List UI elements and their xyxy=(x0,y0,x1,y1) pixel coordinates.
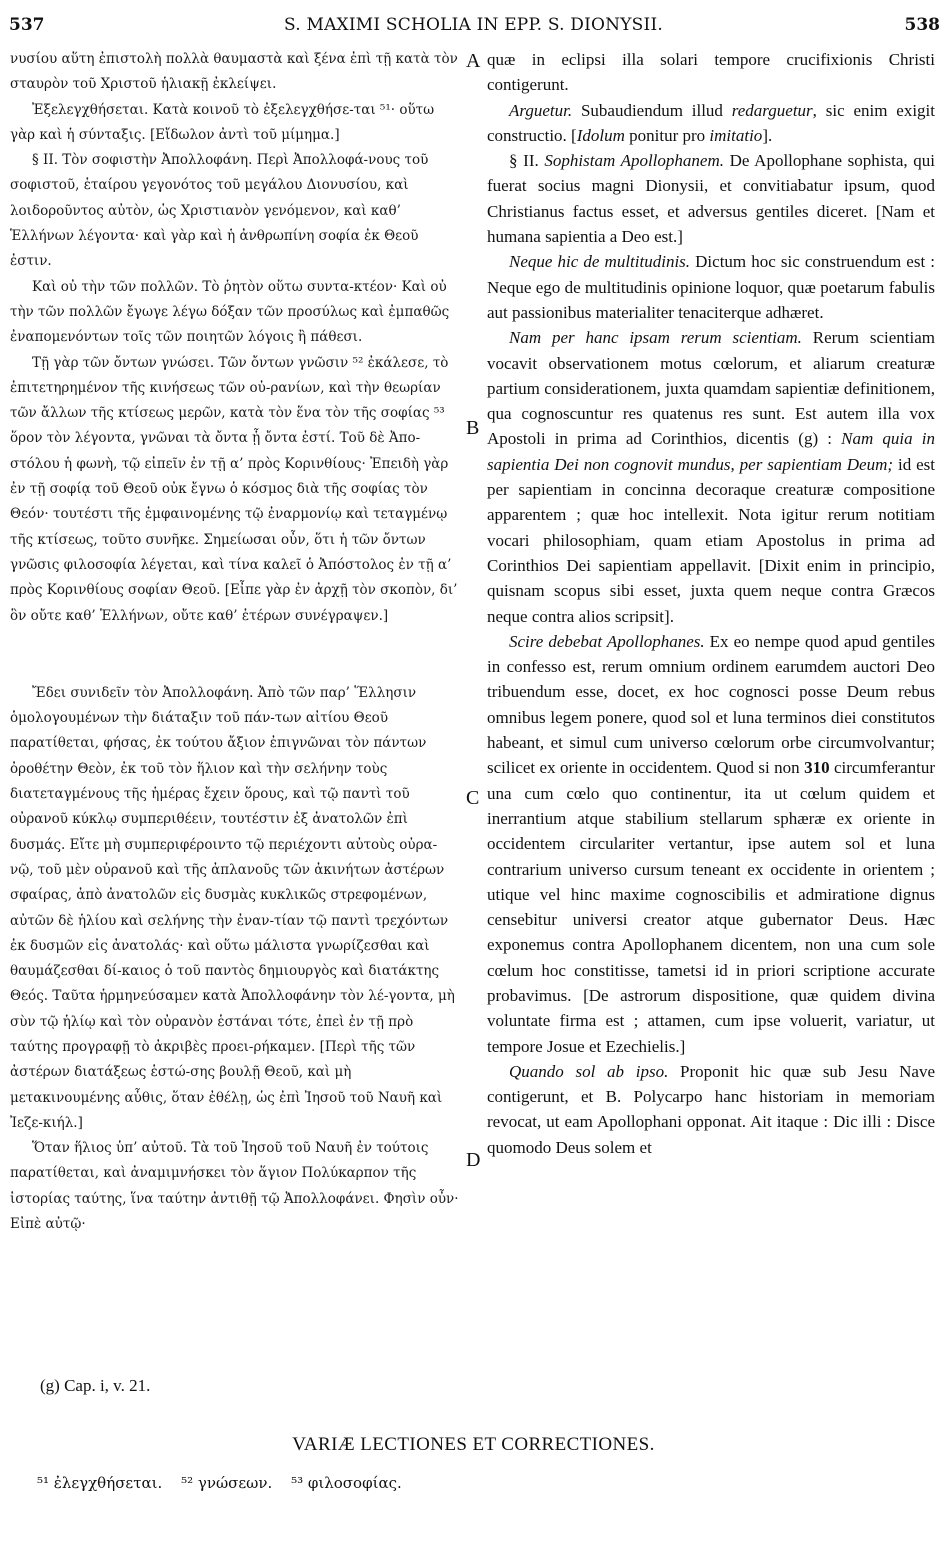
lemma: Sophistam Apollophanem. xyxy=(544,151,724,171)
text-run: ]. xyxy=(762,125,773,145)
italic-run: imitatio xyxy=(709,125,763,145)
text-run: circumferantur una cum cœlo quo continentur, ita ut cœlum quidem et inerrantium atque stabilium stellarum sphæræ ex oriente in occidentem circulariter vertantur, ipse autem sol et luna contrarium universo cursum teneant ex occidente in orientem ; utique vel hinc maxime cognoscibilis et admiratione dignus censebitur universi creator atque gubernator Deus. Hæc exponemus contra Apollophanem dicentem, non una cum sole cœlum hoc constitisse, tametsi id in priori scriptione accurate probavimus. [De astrorum dispositione, quæ quidem divina voluntate firma est ; attamen, cum ipse voluerit, variatur, ut tempore Josue et Ezechielis.] xyxy=(487,758,935,1056)
italic-run: Idolum xyxy=(576,125,625,145)
text-run: Rerum scientiam vocavit observationem motus cœlorum, et aliarum creaturæ partium considerationem, juxta quamdam sapientiæ definitionem, qua cognoscuntur res quatenus res sunt. Est autem illa vox Apostoli in prima ad Corinthios, dicentis (g) : xyxy=(487,328,935,449)
margin-marker-d: D xyxy=(466,1149,481,1171)
greek-paragraph-2: Ἐξελεγχθήσεται. Κατὰ κοινοῦ τὸ ἐξελεγχθήσε-ται ⁵¹· οὕτω γὰρ καὶ ἡ σύνταξις. [Εἴδωλον ἀντὶ τοῦ μίμημα.] xyxy=(10,101,435,143)
page-number-left: 537 xyxy=(9,15,45,35)
greek-paragraph-1: νυσίου αὕτη ἐπιστολὴ πολλὰ θαυμαστὰ καὶ ξένα ἐπὶ τῇ κατὰ τὸν σταυρὸν τοῦ Χριστοῦ ἡλιακῇ ἐκλείψει. xyxy=(10,51,458,93)
lemma: Scire debebat Apollophanes. xyxy=(509,631,705,651)
greek-paragraph-6: Ἔδει συνιδεῖν τὸν Ἀπολλοφάνη. Ἀπὸ τῶν παρ’ Ἕλλησιν ὁμολογουμένων τὴν διάταξιν τοῦ πάν-των αἰτίου Θεοῦ παρατίθεται, φήσας, ἐκ τούτου ἄξιον ἐπιγνῶναι τὸν πάντων ὀροθέτην Θεὸν, ἐκ τοῦ τὸν ἥλιον καὶ τὴν σελήνην τοὺς διατεταγμένους τῆς ἡμέρας ἔχειν ὅρους, καὶ τῷ παντὶ τοῦ οὐρανοῦ κύκλῳ συμπεριθέειν, τουτέστιν ἐξ ἀνατολῶν ἐπὶ δυσμάς. Εἴτε μὴ συμπεριφέροιντο τῷ περιέχοντι αὐτοὺς οὐρα-νῷ, τοῦ μὲν οὐρανοῦ καὶ τῆς ἀπλανοῦς τῶν ἀκινήτων ἀστέρων σφαίρας, ἀπὸ ἀνατολῶν εἰς δυσμὰς κυκλικῶς στρεφομένων, αὐτῶν δὲ ἡλίου καὶ σελήνης τὴν ἐναν-τίαν τῷ παντὶ τρεχόντων ἐκ δυσμῶν εἰς ἀνατολάς· καὶ οὕτω μάλιστα γνωρίζεσθαι καὶ θαυμάζεσθαι δί-καιος ὁ τοῦ παντὸς δημιουργὸς καὶ διατάκτης Θεός. Ταῦτα ἡρμηνεύσαμεν κατὰ Ἀπολλοφάνην τὸν λέ-γοντα, μὴ σὺν τῷ ἡλίῳ καὶ τὸν οὐρανὸν ἑστάναι τότε, ἐπεὶ ἐν τῇ πρὸ ταύτης προγραφῇ τὸ ἀκριβὲς προει-ρήκαμεν. [Περὶ τῆς τῶν ἀστέρων διατάξεως ἑστώ-σης βουλῇ Θεοῦ, καὶ μὴ μετακινουμένης αὖθις, ὅταν ἐθέλῃ, ὡς ἐπὶ Ἰησοῦ τοῦ Ναυῆ καὶ Ἰεζε-κιήλ.] xyxy=(10,684,455,1131)
text-run: id est per sapientiam in concinna decoraque creaturæ compositione apparentem ; quæ hoc intellexit. Nota igitur rerum notitiam vocari philosophiam, quam etiam Apostolus in prima ad Corinthios Dei sapientiam appellavit. [Dixit enim in principio, quisnam scopus sibi esset, juxta quem neque contra Græcos neque contra alios scripsit]. xyxy=(487,454,935,626)
lemma: Neque hic de multitudinis. xyxy=(509,252,691,272)
latin-paragraph-5 xyxy=(487,325,935,629)
latin-paragraph-4 xyxy=(487,249,935,325)
text-run: ponitur pro xyxy=(624,125,710,145)
column-number: 310 xyxy=(804,758,830,778)
section-number: § II. xyxy=(509,151,545,171)
italic-run: redarguetur xyxy=(731,100,813,120)
latin-paragraph-1: quæ in eclipsi illa solari tempore crucifixionis Christi contigerunt. xyxy=(487,50,935,95)
variant-item: ⁵² γνώσεων. xyxy=(181,1474,273,1492)
running-header xyxy=(0,6,947,40)
latin-paragraph-7 xyxy=(487,1059,935,1160)
latin-paragraph-3 xyxy=(487,148,935,249)
lemma: Quando sol ab ipso. xyxy=(509,1061,669,1081)
page-number-right: 538 xyxy=(904,15,940,35)
latin-column xyxy=(487,47,935,1160)
margin-marker-c: C xyxy=(466,787,480,809)
italic-run: Nam quia in sapientia Dei non cognovit mundus, per sapientiam Deum; xyxy=(487,429,935,474)
lemma: Arguetur. xyxy=(509,100,573,120)
text-run: Proponit hic quæ sub Jesu Nave contigerunt, et B. Polycarpo hanc historiam in memoriam revocat, ut eam Apollophani opponat. Ait itaque : Dic illi : Disce quomodo Deus solem et xyxy=(487,1061,935,1157)
margin-marker-a: A xyxy=(466,50,481,72)
latin-paragraph-6 xyxy=(487,629,935,1059)
text-run: , sic enim exigit constructio. [ xyxy=(487,100,935,145)
greek-paragraph-7: Ὅταν ἥλιος ὑπ’ αὐτοῦ. Τὰ τοῦ Ἰησοῦ τοῦ Ναυῆ ἐν τούτοις παρατίθεται, καὶ ἀναμιμνήσκει τὸν ἅγιον Πολύκαρπον τῆς ἱστορίας ταύτης, ἵνα ταύτην ἀντιθῇ τῷ Ἀπολλοφάνει. Φησὶν οὖν· Εἰπὲ αὐτῷ· xyxy=(10,1140,459,1233)
margin-marker-b: B xyxy=(466,417,480,439)
text-run: Ex eo nempe quod apud gentiles in confesso est, rerum omnium ordinem earumdem auctori Deo tribuendum esse, docet, ex hoc cognosci posse Deum rebus omnibus legem ponere, quod sol et luna terminos diei constitutos habeant, et simul cum universo cœlorum orbe circumvolvantur; scilicet ex oriente in occidentem. Quod si non xyxy=(487,631,935,778)
variant-item: ⁵¹ ἐλεγχθήσεται. xyxy=(37,1474,163,1492)
latin-paragraph-2 xyxy=(487,98,935,149)
footnote: (g) Cap. i, v. 21. xyxy=(40,1376,151,1395)
variae-lectiones-title: VARIÆ LECTIONES ET CORRECTIONES. xyxy=(292,1434,655,1455)
text-run: De Apollophane sophista, qui fuerat socius magni Dionysii, et convitiabatur ipsum, quod Christianus factus esset, et adversus gentiles diceret. [Nam et humana sapientia a Deo est.] xyxy=(487,151,935,247)
running-title: S. MAXIMI SCHOLIA IN EPP. S. DIONYSII. xyxy=(284,15,663,35)
greek-paragraph-3: § II. Τὸν σοφιστὴν Ἀπολλοφάνη. Περὶ Ἀπολλοφά-νους τοῦ σοφιστοῦ, ἑταίρου γεγονότος τοῦ μεγάλου Διονυσίου, καὶ λοιδοροῦντος αὐτὸν, ὡς Χριστιανὸν γενόμενον, καὶ καθ’ Ἑλλήνων λέγοντα· καὶ γὰρ καὶ ἡ ἀνθρωπίνη σοφία ἐκ Θεοῦ ἐστιν. xyxy=(10,152,429,270)
text-run: Subaudiendum illud xyxy=(572,100,732,120)
text-run: Dictum hoc sic construendum est : Neque ego de multitudinis opinione loquor, quæ poetarum fabulis aut passionibus materialiter tenaciterque adhæret. xyxy=(487,252,936,322)
variant-item: ⁵³ φιλοσοφίας. xyxy=(291,1474,402,1492)
lemma: Nam per hanc ipsam rerum scientiam. xyxy=(509,328,802,348)
greek-paragraph-5: Τῇ γὰρ τῶν ὄντων γνώσει. Τῶν ὄντων γνῶσιν ⁵² ἐκάλεσε, τὸ ἐπιτετηρημένον τῆς κινήσεως τῶν οὐ-ρανίων, καὶ τὴν θεωρίαν τῶν ἄλλων τῆς κτίσεως μερῶν, κατὰ τὸν ἕνα τὸν τῆς σοφίας ⁵³ ὅρον τὸν λέγοντα, γνῶναι τὰ ὄντα ᾗ ὄντα ἐστί. Τοῦ δὲ Ἀπο-στόλου ἡ φωνὴ, τῷ εἰπεῖν ἐν τῇ α’ πρὸς Κορινθίους· Ἐπειδὴ γὰρ ἐν τῇ σοφίᾳ τοῦ Θεοῦ οὐκ ἔγνω ὁ κόσμος διὰ τῆς σοφίας τὸν Θεόν· τουτέστι τῆς ἐμφαινομένης τῷ ἐναρμονίῳ καὶ τεταγμένῳ τῆς κτίσεως, τοῦτο συνῆκε. Σημείωσαι οὖν, ὅτι ἡ τῶν ὄντων γνῶσις φιλοσοφία λέγεται, καὶ τίνα καλεῖ ὁ Ἀπόστολος ἐν τῇ α’ πρὸς Κορινθίους σοφίαν Θεοῦ. [Εἶπε γὰρ ἐν ἀρχῇ τὸν σκοπὸν, δι’ ὃν οὔτε καθ’ Ἑλλήνων, οὔτε καθ’ ἑτέρων συνέγραψεν.] xyxy=(10,354,458,624)
greek-paragraph-4: Καὶ οὐ τὴν τῶν πολλῶν. Τὸ ῥητὸν οὕτω συντα-κτέον· Καὶ οὐ τὴν τῶν πολλῶν ἔγωγε λέγω δόξαν τῶν προσύλως καὶ ἐμπαθῶς ἐναπομενόντων τοῖς τῶν ποιητῶν λόγοις ἢ πάθεσι. xyxy=(10,278,450,346)
greek-column xyxy=(10,47,460,1237)
variant-readings xyxy=(37,1474,416,1492)
